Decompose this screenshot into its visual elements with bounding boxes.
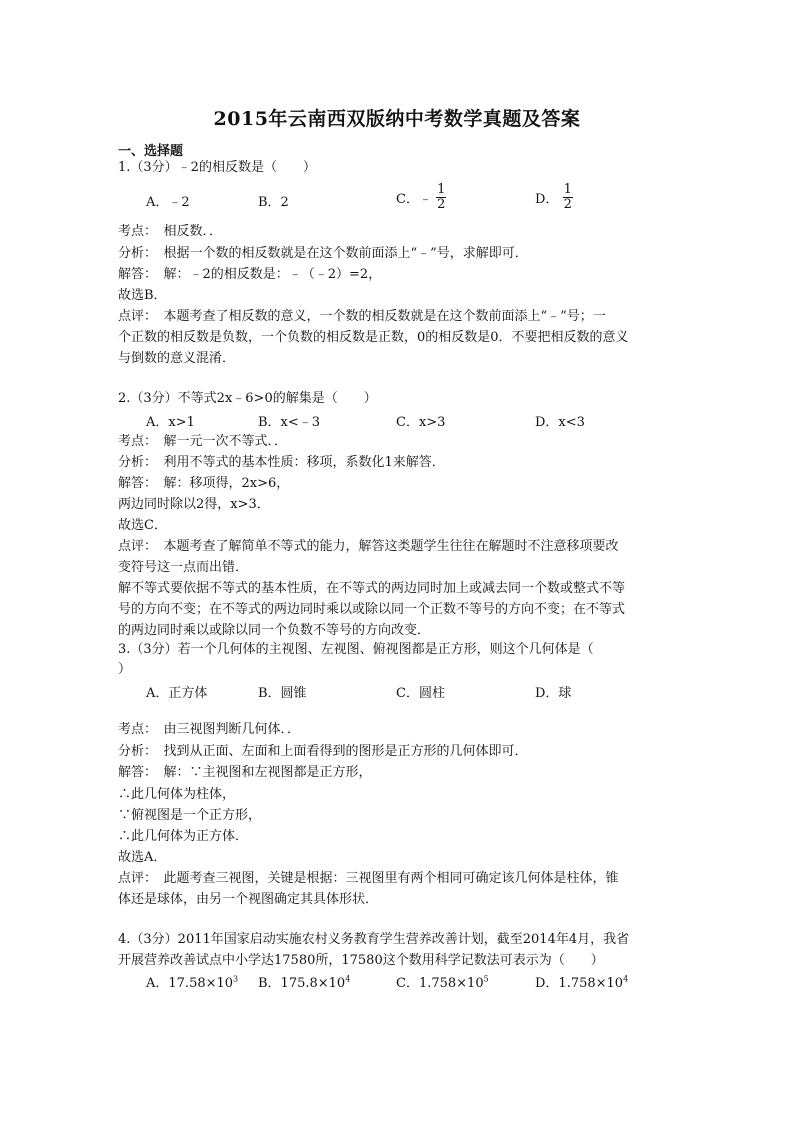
q4-option-a-label: A．17.58×10 xyxy=(146,976,234,991)
q3-line: ∵俯视图是一个正方形， xyxy=(118,808,262,823)
fraction-denominator: 2 xyxy=(437,197,446,212)
q2-line: 两边同时除以2得，x>3． xyxy=(118,497,270,512)
q2-line: 分析： 利用不等式的基本性质：移项，系数化1来解答． xyxy=(118,455,445,470)
q3-option-d: D．球 xyxy=(535,686,572,701)
q4-option-c-exponent: 5 xyxy=(483,974,489,984)
q1-fenxi: 分析： 根据一个数的相反数就是在这个数前面添上“﹣”号，求解即可． xyxy=(118,246,528,261)
q1-stem: 1.（3分）﹣2的相反数是（ ） xyxy=(118,160,316,175)
q2-line: 故选C． xyxy=(118,518,167,533)
q1-jieda: 解答： 解：﹣2的相反数是：﹣（﹣2）=2， xyxy=(118,267,382,282)
q3-line: ∴此几何体为柱体， xyxy=(118,787,236,802)
q1-kaodian: 考点： 相反数．． xyxy=(118,224,223,239)
q3-line: 解答： 解：∵主视图和左视图都是正方形， xyxy=(118,765,372,780)
q4-option-b-exponent: 4 xyxy=(345,974,351,984)
q2-line: 解答： 解：移项得，2x>6， xyxy=(118,476,290,491)
fraction-denominator: 2 xyxy=(563,197,572,212)
q4-option-d-exponent: 4 xyxy=(623,974,629,984)
q2-line: 变符号这一点而出错． xyxy=(118,560,249,575)
q3-line: 分析： 找到从正面、左面和上面看得到的图形是正方形的几何体即可． xyxy=(118,744,528,759)
q3-line: 考点： 由三视图判断几何体．． xyxy=(118,722,301,737)
q2-option-c: C．x>3 xyxy=(396,415,446,430)
q4-option-a xyxy=(146,972,238,991)
q3-line: 故选A． xyxy=(118,850,167,865)
q1-option-d-fraction xyxy=(563,183,573,212)
q4-option-d xyxy=(535,972,628,991)
q2-line: 号的方向不变；在不等式的两边同时乘以或除以同一个正数不等号的方向不变；在不等式 xyxy=(118,602,626,617)
q4-option-c xyxy=(396,972,489,991)
q1-answer: 故选B． xyxy=(118,288,167,303)
q3-option-c: C．圆柱 xyxy=(396,686,445,701)
q3-line: 点评： 此题考查三视图，关键是根据：三视图里有两个相同可确定该几何体是柱体，锥 xyxy=(118,871,619,886)
q1-option-a: A．﹣2 xyxy=(146,195,190,210)
q4-option-a-exponent: 3 xyxy=(233,974,239,984)
q4-option-c-label: C．1.758×10 xyxy=(396,976,484,991)
q3-stem: 3.（3分）若一个几何体的主视图、左视图、俯视图都是正方形，则这个几何体是（ xyxy=(118,642,594,657)
q1-option-c-fraction xyxy=(436,183,446,212)
q4-stem: 4.（3分）2011年国家启动实施农村义务教育学生营养改善计划，截至2014年4月，我省 xyxy=(118,932,630,947)
q4-option-b-label: B．175.8×10 xyxy=(258,976,346,991)
q1-option-c xyxy=(396,183,446,212)
q2-line: 的两边同时乘以或除以同一个负数不等号的方向改变． xyxy=(118,623,431,638)
q2-line: 考点： 解一元一次不等式．． xyxy=(118,434,288,449)
page-title: 2015年云南西双版纳中考数学真题及答案 xyxy=(213,108,581,130)
q3-line: ∴此几何体为正方体． xyxy=(118,829,249,844)
q2-option-d: D．x<3 xyxy=(535,415,585,430)
q1-option-d xyxy=(535,183,573,212)
fraction-numerator: 1 xyxy=(437,182,446,197)
q3-option-a: A．正方体 xyxy=(146,686,208,701)
q1-option-b: B．2 xyxy=(258,195,289,210)
q1-dianping-1: 点评： 本题考查了相反数的意义，一个数的相反数就是在这个数前面添上“﹣”号；一 xyxy=(118,309,606,324)
q4-stem-cont: 开展营养改善试点中小学达17580所，17580这个数用科学记数法可表示为（ ） xyxy=(118,953,604,968)
q2-option-b: B．x<﹣3 xyxy=(258,415,321,430)
q1-option-d-label: D． xyxy=(535,192,559,207)
section-heading: 一、选择题 xyxy=(118,144,184,159)
q2-option-a: A．x>1 xyxy=(146,415,195,430)
q2-line: 解不等式要依据不等式的基本性质，在不等式的两边同时加上或减去同一个数或整式不等 xyxy=(118,581,626,596)
q1-option-c-label: C．﹣ xyxy=(396,192,432,207)
q1-dianping-3: 与倒数的意义混淆． xyxy=(118,351,236,366)
q4-option-d-label: D．1.758×10 xyxy=(535,976,624,991)
q3-option-b: B．圆锥 xyxy=(258,686,307,701)
q4-option-b xyxy=(258,972,350,991)
q2-line: 点评： 本题考查了解简单不等式的能力，解答这类题学生往往在解题时不注意移项要改 xyxy=(118,539,619,554)
q2-stem: 2.（3分）不等式2x﹣6>0的解集是（ ） xyxy=(118,391,377,406)
q3-stem-cont: ） xyxy=(118,662,132,677)
q3-line: 体还是球体，由另一个视图确定其具体形状． xyxy=(118,892,379,907)
fraction-numerator: 1 xyxy=(563,182,572,197)
q1-dianping-2: 个正数的相反数是负数，一个负数的相反数是正数，0的相反数是0．不要把相反数的意义 xyxy=(118,330,629,345)
